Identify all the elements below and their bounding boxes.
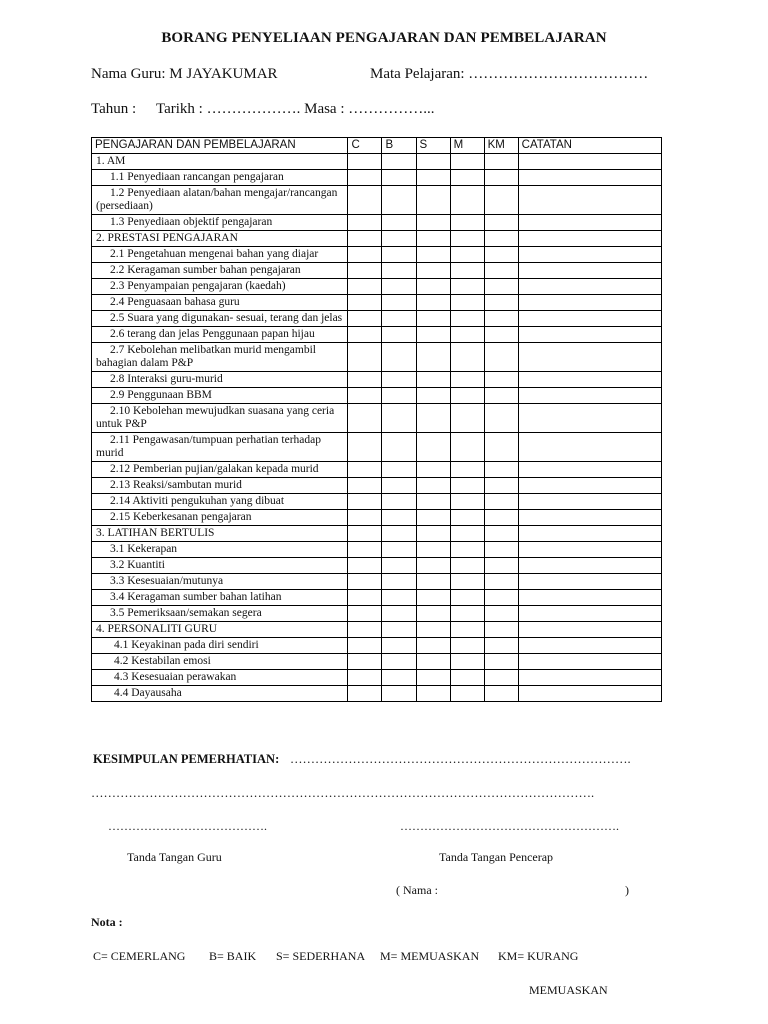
rating-cell-km[interactable]: [484, 154, 518, 170]
rating-cell-catatan[interactable]: [518, 295, 661, 311]
rating-cell-catatan[interactable]: [518, 478, 661, 494]
criteria-label: 2.7 Kebolehan melibatkan murid mengambil bahagian dalam P&P: [92, 343, 348, 372]
rating-cell-b[interactable]: [382, 231, 416, 247]
rating-cell-catatan[interactable]: [518, 606, 661, 622]
rating-cell-km[interactable]: [484, 343, 518, 372]
table-row: [92, 343, 662, 372]
rating-cell-m[interactable]: [450, 542, 484, 558]
rating-cell-s[interactable]: [416, 388, 450, 404]
conclusion-label: KESIMPULAN PEMERHATIAN:: [93, 752, 280, 766]
rating-cell-catatan[interactable]: [518, 279, 661, 295]
rating-cell-b[interactable]: [382, 606, 416, 622]
criteria-label: 2.9 Penggunaan BBM: [92, 388, 348, 404]
rating-cell-km[interactable]: [484, 247, 518, 263]
col-header-catatan: CATATAN: [518, 138, 661, 154]
rating-cell-km[interactable]: [484, 388, 518, 404]
rating-cell-b[interactable]: [382, 638, 416, 654]
rating-cell-c[interactable]: [348, 462, 382, 478]
rating-cell-m[interactable]: [450, 170, 484, 186]
rating-cell-m[interactable]: [450, 186, 484, 215]
legend-b: B= BAIK: [209, 949, 257, 963]
table-row: [92, 478, 662, 494]
table-row: [92, 574, 662, 590]
rating-cell-s[interactable]: [416, 433, 450, 462]
table-body: [92, 154, 662, 702]
rating-cell-catatan[interactable]: [518, 343, 661, 372]
criteria-label: 4.2 Kestabilan emosi: [92, 654, 348, 670]
rating-cell-m[interactable]: [450, 670, 484, 686]
rating-cell-catatan[interactable]: [518, 462, 661, 478]
rating-cell-b[interactable]: [382, 311, 416, 327]
rating-cell-m[interactable]: [450, 478, 484, 494]
rating-cell-c[interactable]: [348, 186, 382, 215]
rating-cell-s[interactable]: [416, 231, 450, 247]
table-row: [92, 433, 662, 462]
legend-s: S= SEDERHANA: [276, 949, 366, 963]
table-row: [92, 215, 662, 231]
rating-cell-c[interactable]: [348, 343, 382, 372]
rating-cell-s[interactable]: [416, 154, 450, 170]
rating-cell-c[interactable]: [348, 526, 382, 542]
rating-cell-s[interactable]: [416, 654, 450, 670]
rating-cell-c[interactable]: [348, 654, 382, 670]
rating-cell-b[interactable]: [382, 170, 416, 186]
table-row: [92, 263, 662, 279]
rating-cell-s[interactable]: [416, 295, 450, 311]
rating-cell-catatan[interactable]: [518, 590, 661, 606]
conclusion-line-2: ………………………………………………………………………………………………………….: [91, 786, 595, 800]
rating-cell-s[interactable]: [416, 170, 450, 186]
rating-cell-b[interactable]: [382, 327, 416, 343]
legend-c: C= CEMERLANG: [93, 949, 186, 963]
criteria-label: 2.4 Penguasaan bahasa guru: [92, 295, 348, 311]
rating-cell-km[interactable]: [484, 478, 518, 494]
rating-cell-km[interactable]: [484, 462, 518, 478]
criteria-label: 2.12 Pemberian pujian/galakan kepada murid: [92, 462, 348, 478]
table-row: [92, 372, 662, 388]
rating-cell-s[interactable]: [416, 186, 450, 215]
table-row: [92, 279, 662, 295]
rating-cell-catatan[interactable]: [518, 327, 661, 343]
rating-cell-b[interactable]: [382, 295, 416, 311]
rating-cell-catatan[interactable]: [518, 170, 661, 186]
rating-cell-b[interactable]: [382, 510, 416, 526]
table-row: [92, 654, 662, 670]
legend-km-cont: MEMUASKAN: [529, 983, 608, 997]
rating-cell-m[interactable]: [450, 462, 484, 478]
rating-cell-m[interactable]: [450, 388, 484, 404]
table-row: [92, 686, 662, 702]
table-row: [92, 606, 662, 622]
rating-cell-m[interactable]: [450, 343, 484, 372]
criteria-label: 1.2 Penyediaan alatan/bahan mengajar/rancangan (persediaan): [92, 186, 348, 215]
table-row: [92, 170, 662, 186]
legend-m: M= MEMUASKAN: [380, 949, 480, 963]
rating-cell-m[interactable]: [450, 638, 484, 654]
rating-cell-s[interactable]: [416, 327, 450, 343]
rating-cell-c[interactable]: [348, 170, 382, 186]
rating-cell-m[interactable]: [450, 295, 484, 311]
col-header-c: C: [348, 138, 382, 154]
rating-cell-b[interactable]: [382, 279, 416, 295]
criteria-label: 2.10 Kebolehan mewujudkan suasana yang ceria untuk P&P: [92, 404, 348, 433]
rating-cell-m[interactable]: [450, 247, 484, 263]
rating-cell-km[interactable]: [484, 215, 518, 231]
note-label: Nota :: [91, 915, 123, 929]
rating-cell-s[interactable]: [416, 462, 450, 478]
rating-cell-catatan[interactable]: [518, 622, 661, 638]
table-row: [92, 247, 662, 263]
criteria-label: 3.2 Kuantiti: [92, 558, 348, 574]
rating-cell-catatan[interactable]: [518, 654, 661, 670]
rating-cell-catatan[interactable]: [518, 215, 661, 231]
rating-cell-b[interactable]: [382, 590, 416, 606]
table-row: [92, 510, 662, 526]
rating-cell-km[interactable]: [484, 542, 518, 558]
rating-cell-c[interactable]: [348, 295, 382, 311]
rating-cell-m[interactable]: [450, 311, 484, 327]
rating-cell-s[interactable]: [416, 558, 450, 574]
criteria-label: 3.5 Pemeriksaan/semakan segera: [92, 606, 348, 622]
rating-cell-km[interactable]: [484, 170, 518, 186]
rating-cell-b[interactable]: [382, 433, 416, 462]
criteria-label: 1.3 Penyediaan objektif pengajaran: [92, 215, 348, 231]
rating-cell-c[interactable]: [348, 638, 382, 654]
rating-cell-catatan[interactable]: [518, 638, 661, 654]
table-row: [92, 622, 662, 638]
rating-cell-c[interactable]: [348, 263, 382, 279]
rating-cell-s[interactable]: [416, 404, 450, 433]
rating-cell-m[interactable]: [450, 433, 484, 462]
rating-cell-m[interactable]: [450, 279, 484, 295]
form-title: BORANG PENYELIAAN PENGAJARAN DAN PEMBELAJARAN: [161, 30, 607, 46]
rating-cell-c[interactable]: [348, 279, 382, 295]
criteria-label: 1.1 Penyediaan rancangan pengajaran: [92, 170, 348, 186]
rating-cell-b[interactable]: [382, 478, 416, 494]
rating-cell-catatan[interactable]: [518, 494, 661, 510]
rating-cell-b[interactable]: [382, 574, 416, 590]
rating-cell-b[interactable]: [382, 526, 416, 542]
rating-cell-m[interactable]: [450, 574, 484, 590]
rating-cell-c[interactable]: [348, 154, 382, 170]
teacher-signature-line: ………………………………….: [108, 819, 267, 833]
criteria-label: 4.1 Keyakinan pada diri sendiri: [92, 638, 348, 654]
rating-cell-catatan[interactable]: [518, 388, 661, 404]
rating-cell-c[interactable]: [348, 574, 382, 590]
rating-cell-km[interactable]: [484, 279, 518, 295]
rating-cell-km[interactable]: [484, 263, 518, 279]
rating-cell-m[interactable]: [450, 372, 484, 388]
rating-cell-s[interactable]: [416, 494, 450, 510]
rating-cell-s[interactable]: [416, 686, 450, 702]
criteria-label: 2.11 Pengawasan/tumpuan perhatian terhadap murid: [92, 433, 348, 462]
rating-cell-km[interactable]: [484, 372, 518, 388]
observer-name-close: ): [625, 883, 629, 897]
rating-cell-catatan[interactable]: [518, 526, 661, 542]
criteria-label: 3.4 Keragaman sumber bahan latihan: [92, 590, 348, 606]
rating-cell-s[interactable]: [416, 478, 450, 494]
rating-cell-b[interactable]: [382, 343, 416, 372]
rating-cell-m[interactable]: [450, 263, 484, 279]
date-time-field: Tarikh : ………………. Masa : ……………...: [156, 101, 435, 117]
rating-cell-c[interactable]: [348, 494, 382, 510]
teacher-signature-label: Tanda Tangan Guru: [127, 850, 222, 864]
rating-cell-km[interactable]: [484, 231, 518, 247]
rating-cell-s[interactable]: [416, 670, 450, 686]
rating-cell-catatan[interactable]: [518, 231, 661, 247]
rating-cell-b[interactable]: [382, 622, 416, 638]
rating-cell-km[interactable]: [484, 311, 518, 327]
rating-cell-b[interactable]: [382, 404, 416, 433]
criteria-label: 2.1 Pengetahuan mengenai bahan yang diajar: [92, 247, 348, 263]
rating-cell-b[interactable]: [382, 686, 416, 702]
rating-cell-b[interactable]: [382, 186, 416, 215]
criteria-label: 2. PRESTASI PENGAJARAN: [92, 231, 348, 247]
table-row: [92, 542, 662, 558]
rating-cell-km[interactable]: [484, 670, 518, 686]
rating-cell-c[interactable]: [348, 215, 382, 231]
table-row: [92, 526, 662, 542]
rating-cell-catatan[interactable]: [518, 311, 661, 327]
rating-cell-s[interactable]: [416, 279, 450, 295]
rating-cell-km[interactable]: [484, 494, 518, 510]
rating-cell-c[interactable]: [348, 478, 382, 494]
rating-cell-s[interactable]: [416, 215, 450, 231]
rating-cell-km[interactable]: [484, 590, 518, 606]
criteria-label: 2.3 Penyampaian pengajaran (kaedah): [92, 279, 348, 295]
table-row: [92, 231, 662, 247]
rating-cell-catatan[interactable]: [518, 186, 661, 215]
rating-cell-km[interactable]: [484, 606, 518, 622]
rating-cell-m[interactable]: [450, 404, 484, 433]
criteria-label: 1. AM: [92, 154, 348, 170]
criteria-label: 3. LATIHAN BERTULIS: [92, 526, 348, 542]
rating-cell-s[interactable]: [416, 311, 450, 327]
rating-cell-km[interactable]: [484, 638, 518, 654]
rating-cell-b[interactable]: [382, 372, 416, 388]
rating-cell-catatan[interactable]: [518, 670, 661, 686]
conclusion-line: ……………………………………………………………………….: [290, 752, 631, 766]
rating-cell-m[interactable]: [450, 558, 484, 574]
table-row: [92, 311, 662, 327]
rating-cell-m[interactable]: [450, 654, 484, 670]
criteria-label: 3.3 Kesesuaian/mutunya: [92, 574, 348, 590]
table-row: [92, 638, 662, 654]
rating-cell-catatan[interactable]: [518, 372, 661, 388]
col-header-b: B: [382, 138, 416, 154]
rating-cell-km[interactable]: [484, 510, 518, 526]
rating-cell-c[interactable]: [348, 311, 382, 327]
table-row: [92, 404, 662, 433]
rating-cell-b[interactable]: [382, 388, 416, 404]
rating-cell-c[interactable]: [348, 231, 382, 247]
criteria-label: 4.3 Kesesuaian perawakan: [92, 670, 348, 686]
rating-cell-c[interactable]: [348, 510, 382, 526]
rating-cell-b[interactable]: [382, 542, 416, 558]
rating-cell-c[interactable]: [348, 388, 382, 404]
col-header-km: KM: [484, 138, 518, 154]
criteria-label: 2.6 terang dan jelas Penggunaan papan hijau: [92, 327, 348, 343]
criteria-label: 3.1 Kekerapan: [92, 542, 348, 558]
rating-cell-m[interactable]: [450, 231, 484, 247]
rating-cell-s[interactable]: [416, 590, 450, 606]
rating-cell-b[interactable]: [382, 558, 416, 574]
teacher-name-field: Nama Guru: M JAYAKUMAR: [91, 66, 278, 82]
criteria-label: 2.2 Keragaman sumber bahan pengajaran: [92, 263, 348, 279]
rating-cell-c[interactable]: [348, 606, 382, 622]
rating-cell-m[interactable]: [450, 686, 484, 702]
rating-cell-b[interactable]: [382, 215, 416, 231]
evaluation-table: [91, 137, 662, 702]
rating-cell-km[interactable]: [484, 295, 518, 311]
criteria-label: 2.5 Suara yang digunakan- sesuai, terang dan jelas: [92, 311, 348, 327]
table-row: [92, 295, 662, 311]
rating-cell-s[interactable]: [416, 638, 450, 654]
rating-cell-catatan[interactable]: [518, 686, 661, 702]
rating-cell-catatan[interactable]: [518, 542, 661, 558]
criteria-label: 4.4 Dayausaha: [92, 686, 348, 702]
rating-cell-c[interactable]: [348, 558, 382, 574]
table-row: [92, 327, 662, 343]
rating-cell-km[interactable]: [484, 654, 518, 670]
rating-cell-m[interactable]: [450, 622, 484, 638]
rating-cell-c[interactable]: [348, 686, 382, 702]
rating-cell-s[interactable]: [416, 510, 450, 526]
rating-cell-m[interactable]: [450, 215, 484, 231]
rating-cell-c[interactable]: [348, 372, 382, 388]
table-row: [92, 462, 662, 478]
col-header-m: M: [450, 138, 484, 154]
rating-cell-km[interactable]: [484, 186, 518, 215]
rating-cell-s[interactable]: [416, 526, 450, 542]
rating-cell-c[interactable]: [348, 590, 382, 606]
rating-cell-km[interactable]: [484, 327, 518, 343]
table-row: [92, 154, 662, 170]
rating-cell-m[interactable]: [450, 154, 484, 170]
rating-cell-c[interactable]: [348, 247, 382, 263]
rating-cell-s[interactable]: [416, 606, 450, 622]
rating-cell-s[interactable]: [416, 622, 450, 638]
criteria-label: 2.14 Aktiviti pengukuhan yang dibuat: [92, 494, 348, 510]
rating-cell-m[interactable]: [450, 606, 484, 622]
subject-field: Mata Pelajaran: ………………………………: [370, 66, 649, 82]
legend-km: KM= KURANG: [498, 949, 579, 963]
observer-name-open: ( Nama :: [396, 883, 438, 897]
col-header-s: S: [416, 138, 450, 154]
table-row: [92, 494, 662, 510]
criteria-label: 4. PERSONALITI GURU: [92, 622, 348, 638]
table-row: [92, 186, 662, 215]
rating-cell-s[interactable]: [416, 263, 450, 279]
table-row: [92, 590, 662, 606]
observer-signature-line: ……………………………………………….: [400, 819, 619, 833]
rating-cell-catatan[interactable]: [518, 404, 661, 433]
rating-cell-km[interactable]: [484, 558, 518, 574]
rating-cell-s[interactable]: [416, 343, 450, 372]
rating-cell-km[interactable]: [484, 404, 518, 433]
rating-cell-catatan[interactable]: [518, 247, 661, 263]
criteria-label: 2.13 Reaksi/sambutan murid: [92, 478, 348, 494]
rating-cell-catatan[interactable]: [518, 433, 661, 462]
rating-cell-c[interactable]: [348, 542, 382, 558]
rating-cell-km[interactable]: [484, 574, 518, 590]
table-row: [92, 388, 662, 404]
rating-cell-km[interactable]: [484, 622, 518, 638]
rating-cell-m[interactable]: [450, 510, 484, 526]
table-row: [92, 558, 662, 574]
rating-cell-catatan[interactable]: [518, 154, 661, 170]
rating-cell-m[interactable]: [450, 526, 484, 542]
rating-cell-km[interactable]: [484, 686, 518, 702]
rating-cell-catatan[interactable]: [518, 510, 661, 526]
rating-cell-b[interactable]: [382, 154, 416, 170]
rating-cell-c[interactable]: [348, 433, 382, 462]
observer-signature-label: Tanda Tangan Pencerap: [439, 850, 554, 864]
rating-cell-catatan[interactable]: [518, 558, 661, 574]
rating-cell-catatan[interactable]: [518, 574, 661, 590]
rating-cell-km[interactable]: [484, 526, 518, 542]
rating-cell-b[interactable]: [382, 247, 416, 263]
rating-cell-s[interactable]: [416, 247, 450, 263]
col-header-criteria: PENGAJARAN DAN PEMBELAJARAN: [92, 138, 348, 154]
rating-cell-s[interactable]: [416, 372, 450, 388]
rating-cell-s[interactable]: [416, 574, 450, 590]
rating-cell-c[interactable]: [348, 670, 382, 686]
rating-cell-b[interactable]: [382, 670, 416, 686]
rating-cell-catatan[interactable]: [518, 263, 661, 279]
rating-cell-m[interactable]: [450, 494, 484, 510]
rating-cell-b[interactable]: [382, 654, 416, 670]
rating-cell-m[interactable]: [450, 327, 484, 343]
table-header-row: [92, 138, 662, 154]
rating-cell-km[interactable]: [484, 433, 518, 462]
rating-cell-c[interactable]: [348, 622, 382, 638]
rating-cell-b[interactable]: [382, 462, 416, 478]
year-field: Tahun :: [91, 101, 137, 117]
rating-cell-c[interactable]: [348, 327, 382, 343]
criteria-label: 2.15 Keberkesanan pengajaran: [92, 510, 348, 526]
rating-cell-b[interactable]: [382, 494, 416, 510]
rating-cell-b[interactable]: [382, 263, 416, 279]
rating-cell-c[interactable]: [348, 404, 382, 433]
criteria-label: 2.8 Interaksi guru-murid: [92, 372, 348, 388]
rating-cell-s[interactable]: [416, 542, 450, 558]
table-row: [92, 670, 662, 686]
rating-cell-m[interactable]: [450, 590, 484, 606]
